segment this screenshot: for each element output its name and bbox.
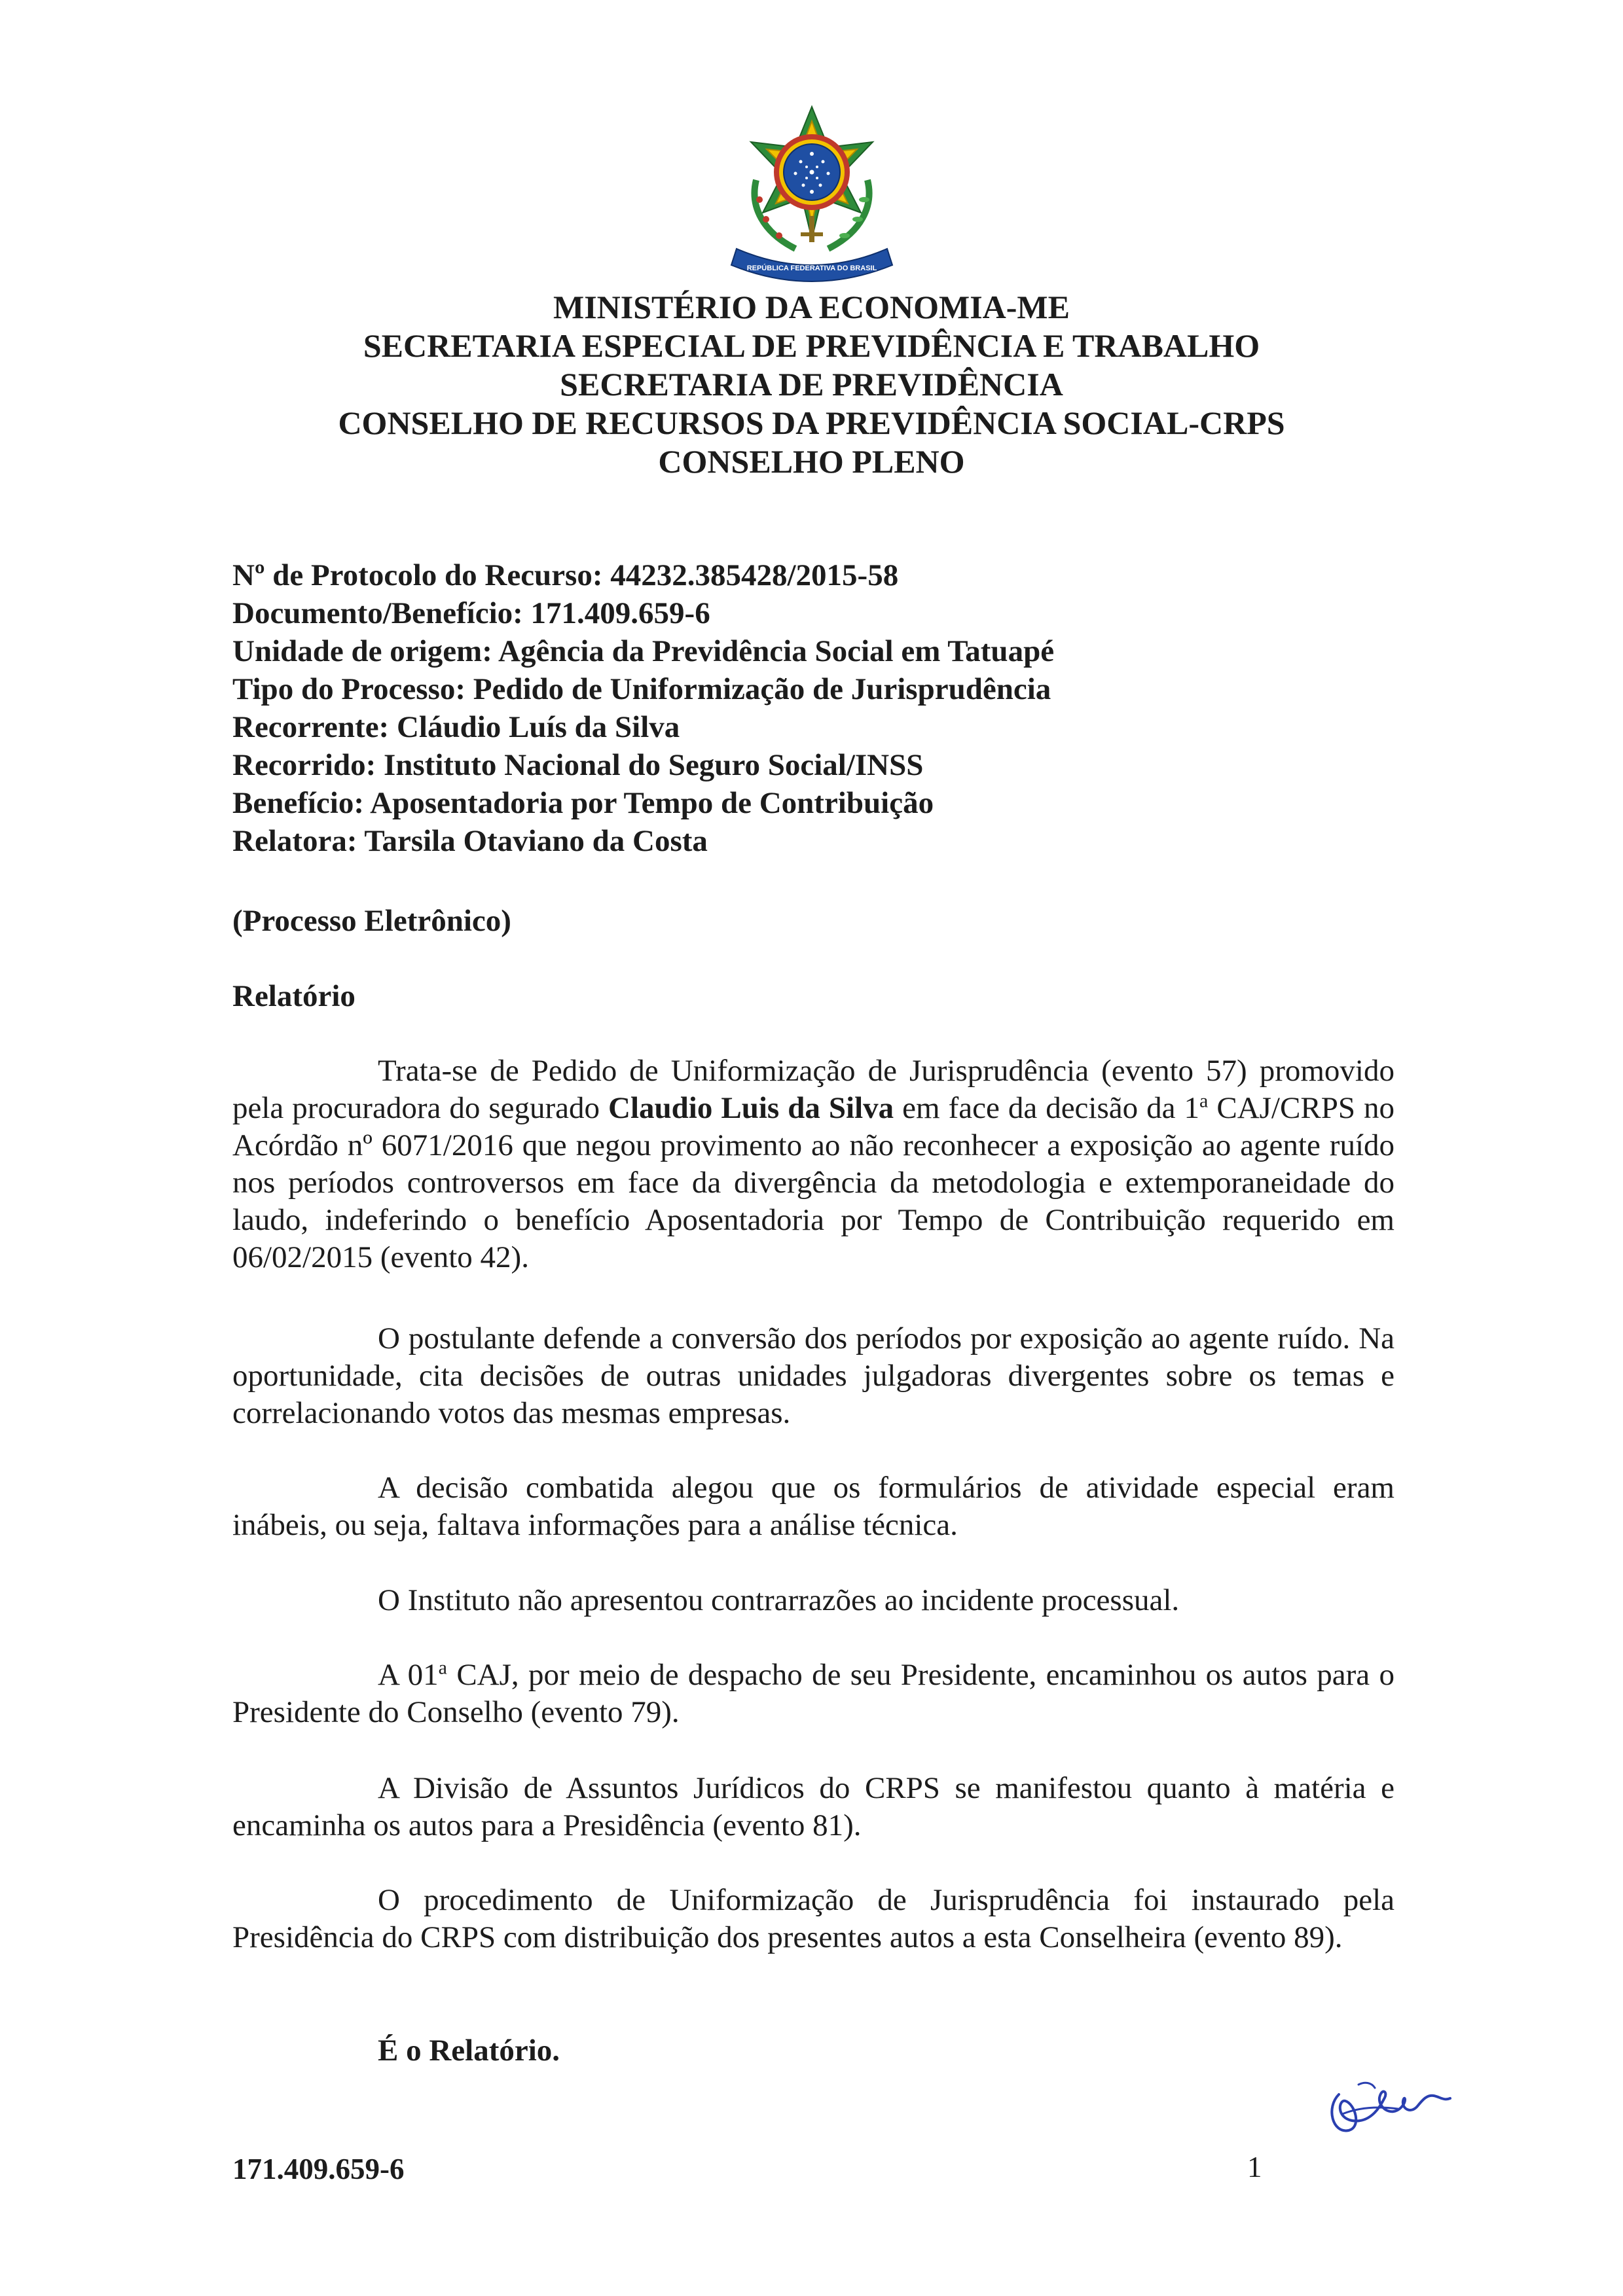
meta-origin-unit: Unidade de origem: Agência da Previdência Social em Tatuapé <box>232 634 1055 668</box>
svg-text:REPÚBLICA FEDERATIVA DO BRASIL: REPÚBLICA FEDERATIVA DO BRASIL <box>746 264 877 272</box>
paragraph-6: A Divisão de Assuntos Jurídicos do CRPS se manifestou quanto à matéria e encaminha os autos para a Presidência (evento 81). <box>232 1771 1395 1842</box>
paragraph-7: O procedimento de Uniformização de Jurisprudência foi instaurado pela Presidência do CRPS com distribuição dos presentes autos a esta Conselheira (evento 89). <box>232 1883 1395 1954</box>
paragraph-1-insured-name: Claudio Luis da Silva <box>608 1091 894 1125</box>
header-ministry: MINISTÉRIO DA ECONOMIA-ME <box>553 289 1070 325</box>
document-header <box>0 288 1623 481</box>
brazil-coat-of-arms-icon <box>723 101 900 288</box>
meta-protocol: Nº de Protocolo do Recurso: 44232.385428/2015-58 <box>232 558 899 592</box>
paragraph-2: O postulante defende a conversão dos períodos por exposição ao agente ruído. Na oportunidade, cita decisões de outras unidades julgadoras divergentes sobre os temas e correlacionando votos das mesmas empresas. <box>232 1321 1395 1430</box>
paragraph-5-ordinal: a <box>438 1657 447 1679</box>
paragraph-4: O Instituto não apresentou contrarrazões ao incidente processual. <box>378 1583 1180 1617</box>
paragraph-5-text-a: A 01 <box>378 1658 439 1692</box>
meta-rapporteur: Relatora: Tarsila Otaviano da Costa <box>232 824 708 858</box>
paragraph-3: A decisão combatida alegou que os formulários de atividade especial eram inábeis, ou seja, faltava informações para a análise técnica. <box>232 1471 1395 1542</box>
meta-appellant: Recorrente: Cláudio Luís da Silva <box>232 710 680 744</box>
meta-benefit: Benefício: Aposentadoria por Tempo de Contribuição <box>232 786 934 820</box>
header-plenary: CONSELHO PLENO <box>658 443 965 480</box>
paragraph-5 <box>232 1657 1395 1731</box>
meta-document: Documento/Benefício: 171.409.659-6 <box>232 596 710 630</box>
paragraph-1-text-a: Trata-se de Pedido de Uniformização de Jurisprudência (evento 57) promovido pela procuradora do segurado <box>232 1054 1395 1125</box>
closing-statement: É o Relatório. <box>378 2034 560 2068</box>
header-council: CONSELHO DE RECURSOS DA PREVIDÊNCIA SOCIAL-CRPS <box>338 404 1285 441</box>
paragraph-1-ordinal: a <box>1199 1090 1209 1112</box>
process-type-note: (Processo Eletrônico) <box>232 904 511 938</box>
footer-document-number: 171.409.659-6 <box>232 2153 405 2185</box>
paragraph-5-text-b: CAJ, por meio de despacho de seu Presidente, encaminhou os autos para o Presidente do Conselho (evento 79). <box>232 1658 1395 1729</box>
header-special-secretariat: SECRETARIA ESPECIAL DE PREVIDÊNCIA E TRABALHO <box>363 327 1260 364</box>
page-number: 1 <box>1247 2151 1262 2183</box>
paragraph-1-text-b: em face da decisão da 1 <box>894 1091 1200 1125</box>
section-title: Relatório <box>232 979 356 1013</box>
meta-appellee: Recorrido: Instituto Nacional do Seguro Social/INSS <box>232 748 924 782</box>
paragraph-1-text-c: CAJ/CRPS no Acórdão nº 6071/2016 que negou provimento ao não reconhecer a exposição ao agente ruído nos períodos controversos em face da divergência da metodologia e extemporaneidade do laudo, indeferindo o benefício Aposentadoria por Tempo de Contribuição requerido em 06/02/2015 (evento 42). <box>232 1091 1395 1274</box>
handwritten-signature-icon <box>1319 2068 1457 2144</box>
meta-process-type: Tipo do Processo: Pedido de Uniformização de Jurisprudência <box>232 672 1051 706</box>
case-metadata <box>232 556 1398 860</box>
paragraph-1 <box>232 1052 1395 1276</box>
header-secretariat: SECRETARIA DE PREVIDÊNCIA <box>560 366 1063 403</box>
